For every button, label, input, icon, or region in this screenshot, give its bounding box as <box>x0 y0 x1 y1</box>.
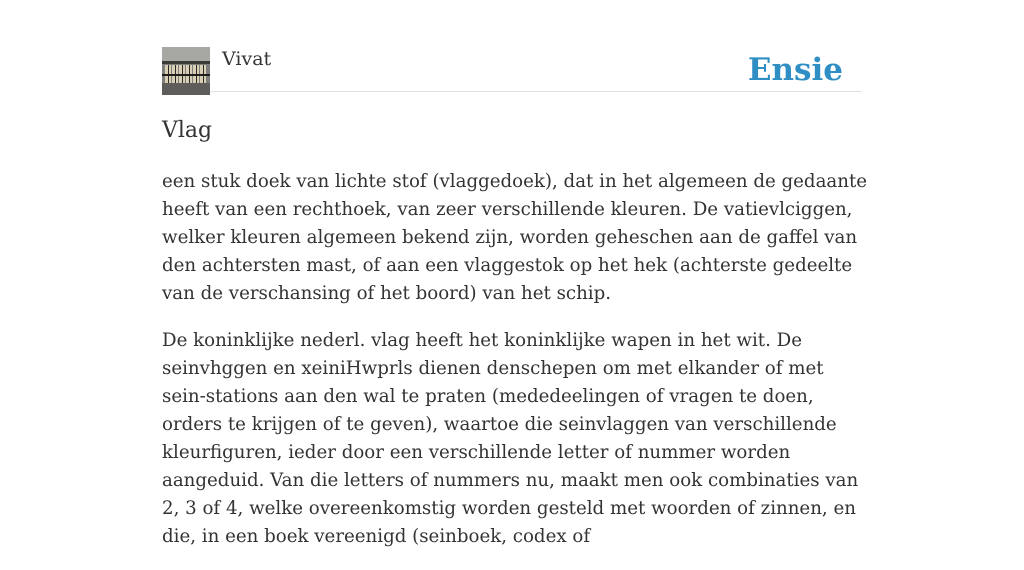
entry-body <box>162 168 868 570</box>
entry-page <box>162 0 868 547</box>
entry-header <box>162 47 862 92</box>
author-name[interactable]: Vivat <box>222 48 272 70</box>
books-photo-icon <box>162 47 210 95</box>
paragraph: een stuk doek van lichte stof (vlaggedoek), dat in het algemeen de gedaante heeft van een rechthoek, van zeer verschillende kleuren. De vatievlciggen, welker kleuren algemeen bekend zijn, worden geheschen aan de gaffel van den achtersten mast, of aan een vlaggestok op het hek (achterste gedeelte van de verschansing of het boord) van het schip. <box>162 171 868 304</box>
author-avatar[interactable] <box>162 47 210 95</box>
entry-title: Vlag <box>162 118 213 143</box>
brand-logo[interactable]: Ensie <box>747 52 843 88</box>
paragraph: De koninklijke nederl. vlag heeft het koninklijke wapen in het wit. De seinvhggen en xeiniHwprls dienen denschepen om met elkander of met sein-stations aan den wal te praten (mededeelingen of vragen te doen, orders te krijgen of te geven), waartoe die seinvlaggen van verschillende kleurfiguren, ieder door een verschillende letter of nummer worden aangeduid. Van die letters of nummers nu, maakt men ook combinaties van 2, 3 of 4, welke overeenkomstig worden gesteld met woorden of zinnen, en die, in een boek vereenigd (seinboek, codex of <box>162 330 859 547</box>
